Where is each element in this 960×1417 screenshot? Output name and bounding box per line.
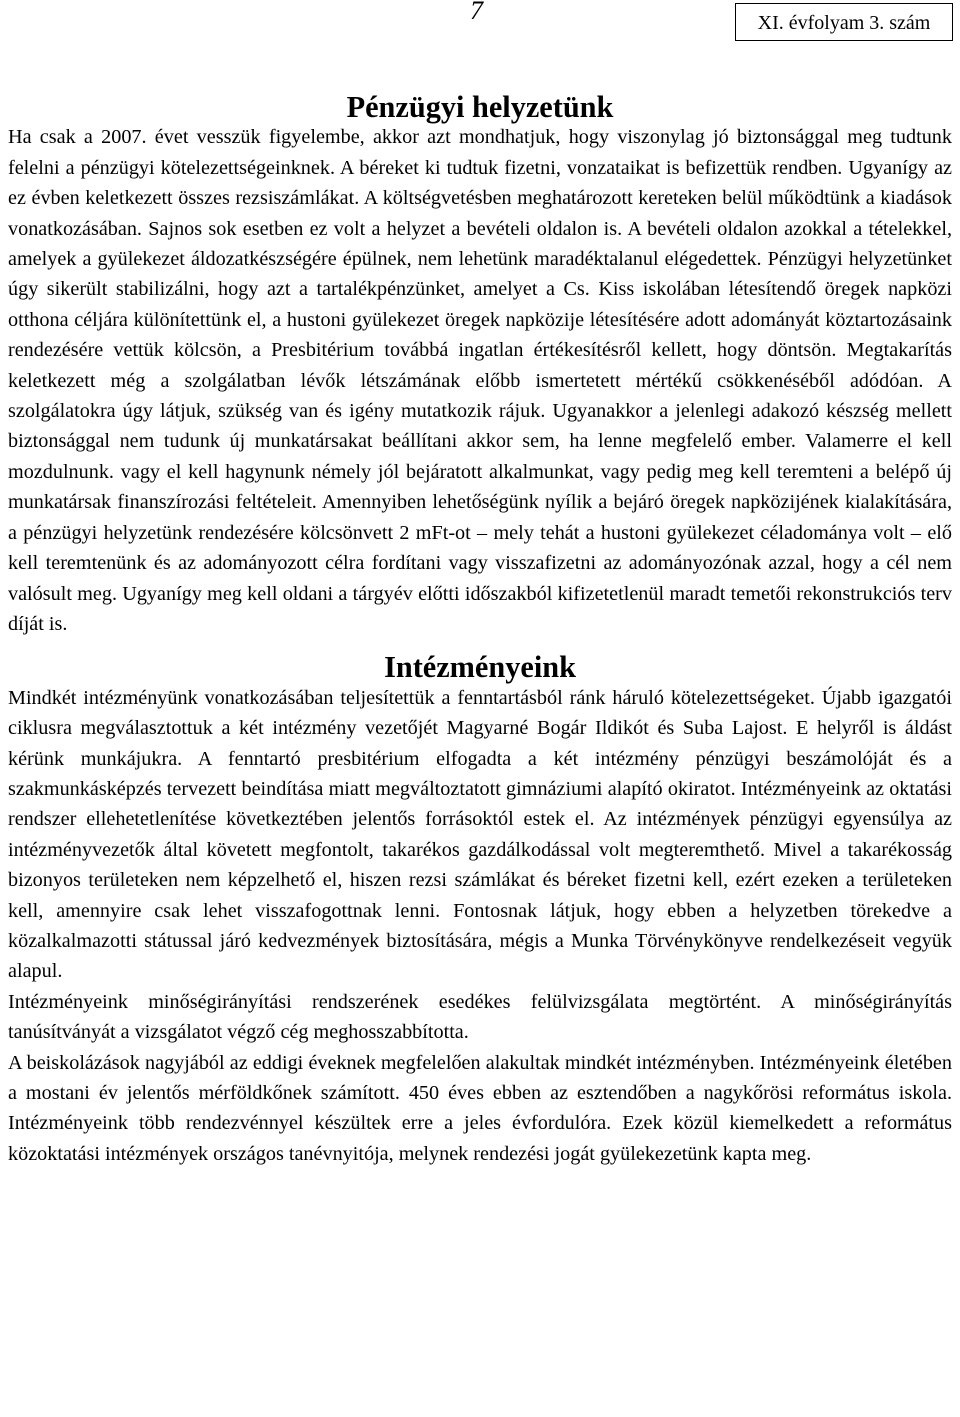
issue-label: XI. évfolyam 3. szám bbox=[735, 3, 953, 41]
paragraph-institutions-3: A beiskolázások nagyjából az eddigi éveknek megfelelően alakultak mindkét intézményben. Intézményeink életében a mostani év jelentős mérföldkőnek számított. 450 éves ebben az esztendőben a nagykőrösi református iskola. Intézményeink több rendezvénnyel készültek erre a jeles évfordulóra. Ezek közül kiemelkedett a református közoktatási intézmények országos tanévnyitója, melynek rendezési jogát gyülekezetünk kapta meg. bbox=[8, 1051, 952, 1165]
paragraph-institutions-1: Mindkét intézményünk vonatkozásában teljesítettük a fenntartásból ránk háruló kötelezettségeket. Újabb igazgatói ciklusra megválasztottuk a két intézmény vezetőjét Magyarné Bogár Ildikót és Suba Lajost. E helyről is áldást kérünk munkájukra. A fenntartó presbitérium elfogadta a két intézmény pénzügyi beszámolóját és a szakmunkásképzés tervezett beindítása miatt megváltoztatott gimnáziumi alapító okiratot. Intézményeink az oktatási rendszer ellehetetlenítése következtében jelentős forrásoktól estek el. Az intézmények pénzügyi egyensúlya az intézményvezetők által követett megfontolt, takarékos gazdálkodással volt megteremthető. Mivel a takarékosság bizonyos területeken nem képzelhető el, hiszen rezsi számlákat és béreket fizetni kell, ezért ezeken a területeken kell, amennyire csak lehet visszafogottnak lenni. Fontosnak látjuk, hogy ebben a helyzetben törekedve a közalkalmazotti státussal járó kedvezmények biztosítására, mégis a Munka Törvénykönyve rendelkezéseit vegyük alapul. bbox=[8, 686, 952, 983]
paragraph-finances: Ha csak a 2007. évet vesszük figyelembe, akkor azt mondhatjuk, hogy viszonylag jó biztonsággal meg tudtunk felelni a pénzügyi kötelezettségeinknek. A béreket ki tudtuk fizetni, vonzataikat is befizettük rendben. Ugyanígy az ez évben keletkezett összes rezsiszámlákat. A költségvetésben meghatározott kereteken belül működtünk a kiadások vonatkozásában. Sajnos sok esetben ez volt a helyzet a bevételi oldalon is. A bevételi oldalon azokkal a tételekkel, amelyek a gyülekezet áldozatkészségére épülnek, nem lehetünk maradéktalanul elégedettek. Pénzügyi helyzetünket úgy sikerült stabilizálni, hogy azt a tartalékpénzünket, amelyet a Cs. Kiss iskolában létesítendő öregek napközi otthona céljára különítettünk el, a hustoni gyülekezet öregek napközije létesítésére adott adományát köztartozásaink rendezésére vettük kölcsön, a Presbitérium továbbá ingatlan értékesítésről kellett, hogy döntsön. Megtakarítás keletkezett még a szolgálatban lévők létszámának előbb ismertetett mértékű csökkenéséből adódóan. A szolgálatokra úgy látjuk, szükség van és igény mutatkozik rájuk. Ugyanakkor a jelenlegi adakozó készség mellett biztonsággal nem tudunk új munkatársakat beállítani akkor sem, ha lenne megfelelő ember. Valamerre el kell mozdulnunk. vagy el kell hagynunk némely jól bejáratott alkalmunkat, vagy pedig meg kell teremteni a belépő új munkatársak finanszírozási feltételeit. Amennyiben lehetőségünk nyílik a bejáró öregek napközijének kialakítására, a pénzügyi helyzetünk rendezésére kölcsönvett 2 mFt-ot – mely tehát a hustoni gyülekezet céladománya volt – elő kell teremtenünk és az adományozott célra fordítani vagy visszafizetni az adományozónak azzal, hogy a cél nem valósult meg. Ugyanígy meg kell oldani a tárgyév előtti időszakból kifizetetlenül maradt temetői rekonstrukciós terv díját is. bbox=[8, 126, 952, 635]
page-number: 7 bbox=[470, 0, 483, 25]
document-body bbox=[8, 92, 952, 1169]
section-title-institutions: Intézményeink bbox=[384, 650, 576, 685]
section-title-finances: Pénzügyi helyzetünk bbox=[346, 90, 614, 124]
paragraph-institutions-2: Intézményeink minőségirányítási rendszerének esedékes felülvizsgálata megtörtént. A minőségirányítás tanúsítványát a vizsgálatot végző cég meghosszabbította. bbox=[8, 990, 952, 1044]
